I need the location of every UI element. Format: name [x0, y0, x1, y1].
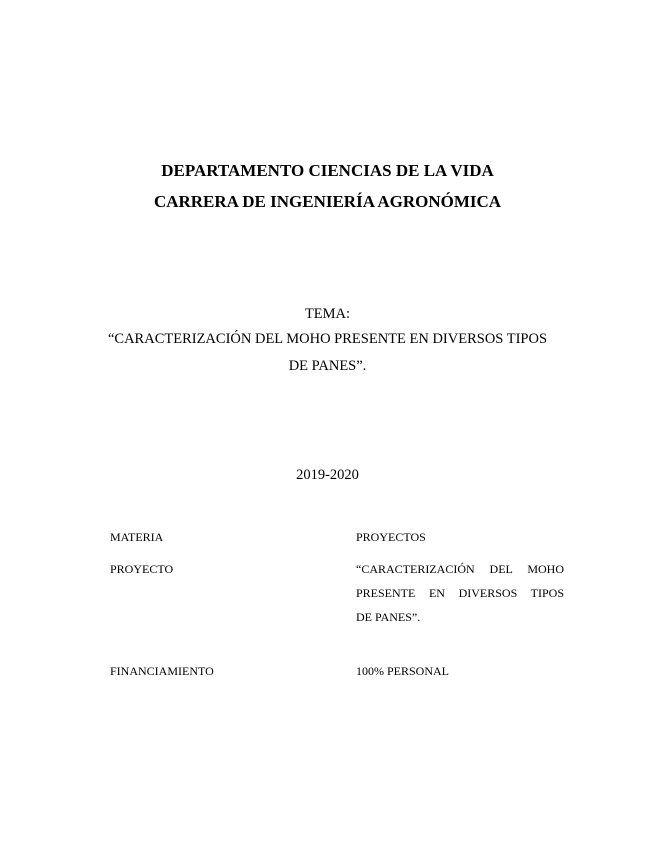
department-title: DEPARTAMENTO CIENCIAS DE LA VIDA: [161, 161, 494, 180]
proyecto-value: [356, 557, 564, 629]
period: 2019-2020: [296, 467, 359, 483]
materia-value: PROYECTOS: [356, 530, 426, 544]
topic-line-1: “CARACTERIZACIÓN DEL MOHO PRESENTE EN DIVERSOS TIPOS: [107, 331, 548, 347]
career-title: CARRERA DE INGENIERÍA AGRONÓMICA: [153, 192, 502, 211]
financiamiento-value: 100% PERSONAL: [356, 664, 450, 678]
topic-line-2: DE PANES”.: [288, 358, 367, 374]
topic-label: TEMA:: [304, 306, 351, 322]
proyecto-label: PROYECTO: [110, 562, 174, 576]
proyecto-value-line-2: PRESENTE EN DIVERSOS TIPOS: [356, 586, 564, 600]
proyecto-value-line-3: DE PANES”.: [356, 610, 421, 624]
financiamiento-label: FINANCIAMIENTO: [110, 664, 214, 678]
proyecto-value-line-1: “CARACTERIZACIÓN DEL MOHO: [356, 562, 564, 576]
materia-label: MATERIA: [110, 530, 164, 544]
